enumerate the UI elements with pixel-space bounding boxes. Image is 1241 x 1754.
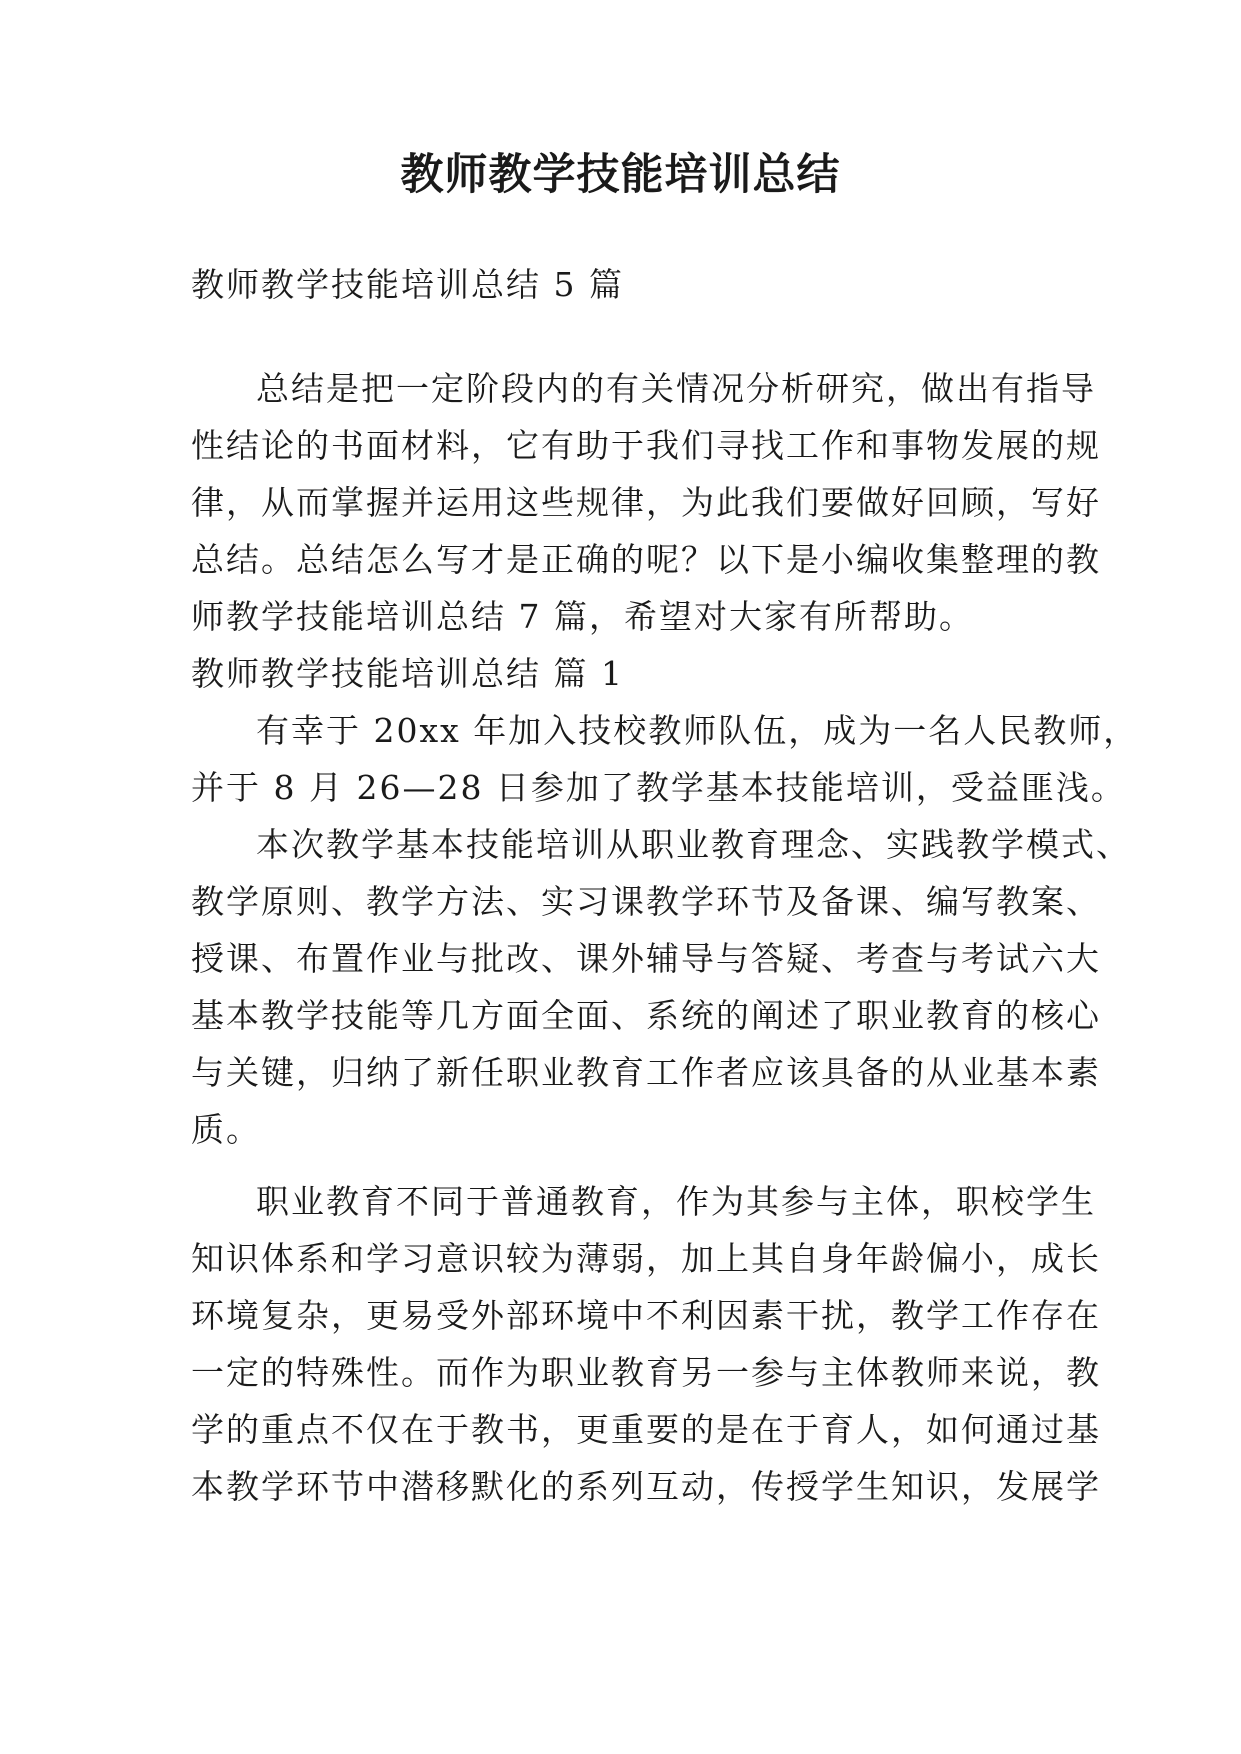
text-line: 性结论的书面材料，它有助于我们寻找工作和事物发展的规 bbox=[191, 426, 1101, 465]
text-line: 本次教学基本技能培训从职业教育理念、实践教学模式、 bbox=[256, 825, 1131, 864]
text-line: 本教学环节中潜移默化的系列互动，传授学生知识，发展学 bbox=[191, 1467, 1101, 1506]
text-line: 一定的特殊性。而作为职业教育另一参与主体教师来说，教 bbox=[191, 1353, 1101, 1392]
text-line: 环境复杂，更易受外部环境中不利因素干扰，教学工作存在 bbox=[191, 1296, 1101, 1335]
text-line: 律，从而掌握并运用这些规律，为此我们要做好回顾，写好 bbox=[191, 483, 1101, 522]
text-line: 教学原则、教学方法、实习课教学环节及备课、编写教案、 bbox=[191, 882, 1101, 921]
section-heading: 教师教学技能培训总结 篇 1 bbox=[191, 654, 624, 693]
text-line: 基本教学技能等几方面全面、系统的阐述了职业教育的核心 bbox=[191, 996, 1101, 1035]
text-line: 学的重点不仅在于教书，更重要的是在于育人，如何通过基 bbox=[191, 1410, 1101, 1449]
text-line: 总结。总结怎么写才是正确的呢？以下是小编收集整理的教 bbox=[191, 540, 1101, 579]
text-line: 有幸于 20xx 年加入技校教师队伍，成为一名人民教师， bbox=[256, 711, 1139, 750]
text-line: 总结是把一定阶段内的有关情况分析研究，做出有指导 bbox=[256, 369, 1096, 408]
text-line: 授课、布置作业与批改、课外辅导与答疑、考查与考试六大 bbox=[191, 939, 1101, 978]
text-line: 师教学技能培训总结 7 篇，希望对大家有所帮助。 bbox=[191, 597, 974, 636]
document-title: 教师教学技能培训总结 bbox=[400, 150, 841, 200]
text-line: 知识体系和学习意识较为薄弱，加上其自身年龄偏小，成长 bbox=[191, 1239, 1101, 1278]
text-line: 职业教育不同于普通教育，作为其参与主体，职校学生 bbox=[256, 1182, 1096, 1221]
text-line: 并于 8 月 26—28 日参加了教学基本技能培训，受益匪浅。 bbox=[191, 768, 1126, 807]
text-line: 质。 bbox=[191, 1110, 261, 1149]
text-line: 与关键，归纳了新任职业教育工作者应该具备的从业基本素 bbox=[191, 1053, 1101, 1092]
subtitle-line: 教师教学技能培训总结 5 篇 bbox=[191, 265, 624, 304]
